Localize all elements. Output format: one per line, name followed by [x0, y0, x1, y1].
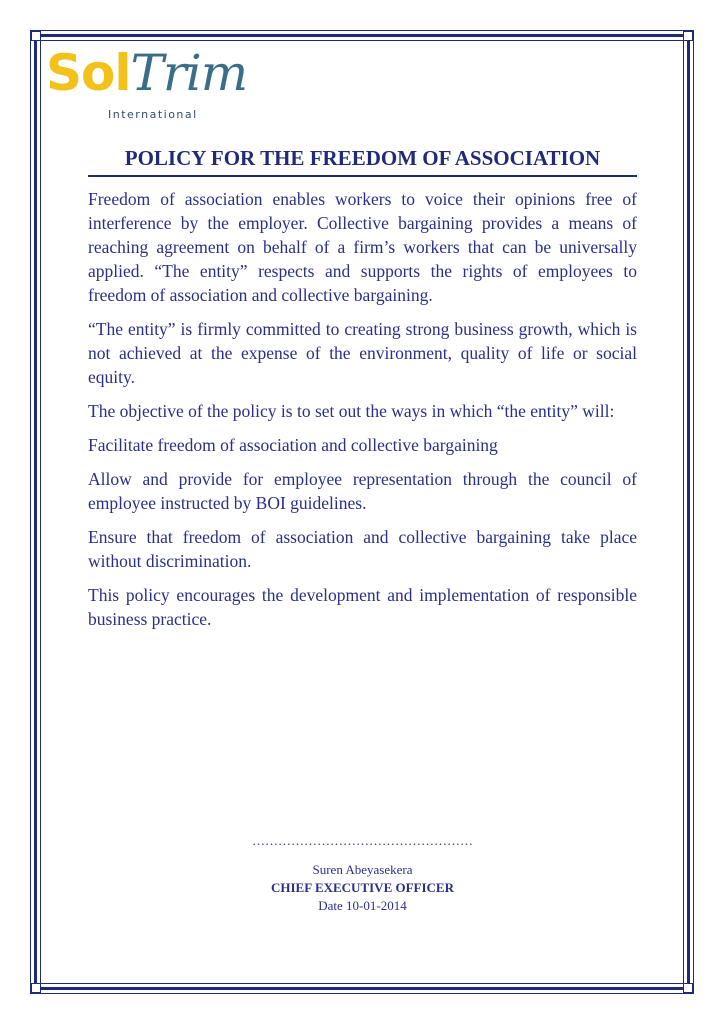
body-paragraph: Allow and provide for employee representation through the council of employee instructed by BOI guidelines.	[88, 469, 637, 513]
signature-date: Date 10-01-2014	[318, 898, 407, 913]
border-corner-ornament	[31, 983, 41, 993]
body-paragraph: Freedom of association enables workers to voice their opinions free of interference by the employer. Collective bargaining provides a means of reaching agreement on behalf of a firm’s workers that can be universally applied. “The entity” respects and supports the rights of employees to freedom of association and collective bargaining.	[88, 189, 637, 305]
signature-block	[220, 833, 505, 914]
document-title: POLICY FOR THE FREEDOM OF ASSOCIATION	[124, 146, 601, 170]
signatory-name: Suren Abeyasekera	[312, 862, 413, 877]
logo-trim: Trim	[130, 44, 248, 102]
body-paragraph: The objective of the policy is to set out the ways in which “the entity” will:	[88, 401, 615, 421]
signature-line: ……………………………………………	[252, 833, 473, 848]
border-corner-ornament	[683, 31, 693, 41]
body-paragraph: This policy encourages the development and implementation of responsible business practice.	[88, 585, 637, 629]
border-corner-ornament	[683, 983, 693, 993]
logo-wordmark	[46, 44, 248, 102]
document-body	[88, 187, 637, 641]
title-underline	[88, 175, 637, 177]
body-paragraph: Ensure that freedom of association and collective bargaining take place without discrimination.	[88, 527, 637, 571]
border-corner-ornament	[31, 31, 41, 41]
logo-sol: Sol	[46, 44, 131, 102]
body-paragraph: “The entity” is firmly committed to creating strong business growth, which is not achieved at the expense of the environment, quality of life or social equity.	[88, 319, 637, 387]
logo-subtitle: International	[108, 108, 198, 121]
company-logo	[46, 44, 286, 126]
signatory-role: CHIEF EXECUTIVE OFFICER	[271, 880, 454, 895]
body-paragraph: Facilitate freedom of association and collective bargaining	[88, 435, 498, 455]
